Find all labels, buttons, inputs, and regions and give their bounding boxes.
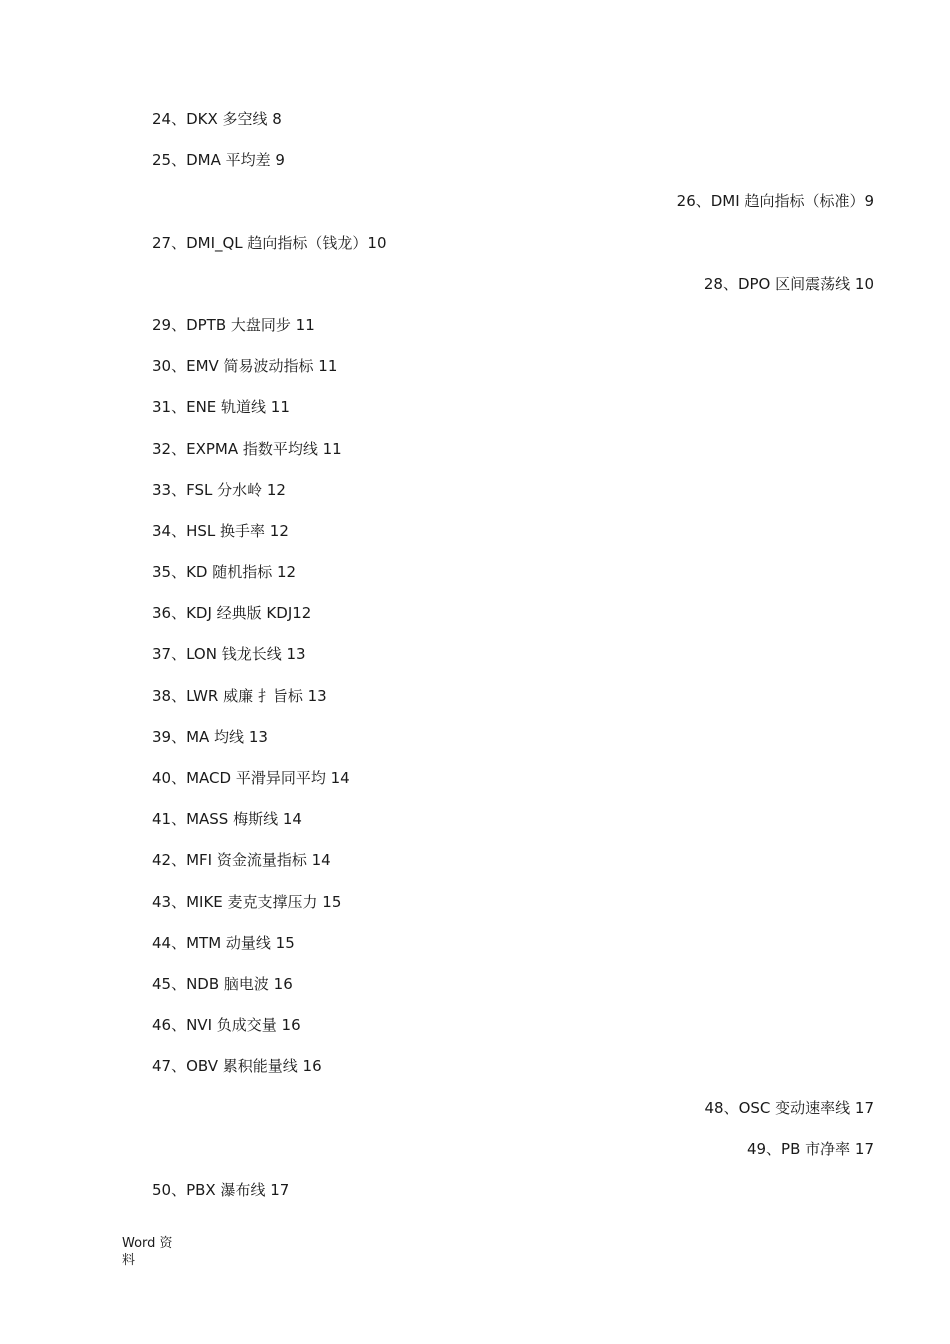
toc-entry[interactable]: 27、DMI_QL 趋向指标（钱龙）10 xyxy=(152,233,387,252)
toc-entry[interactable]: 28、DPO 区间震荡线 10 xyxy=(703,274,874,293)
toc-entry[interactable]: 42、MFI 资金流量指标 14 xyxy=(152,851,331,870)
toc-entry[interactable]: 31、ENE 轨道线 11 xyxy=(152,398,290,417)
table-of-contents xyxy=(0,104,950,1216)
toc-entry[interactable]: 24、DKX 多空线 8 xyxy=(152,110,282,128)
toc-entry[interactable]: 37、LON 钱龙长线 13 xyxy=(152,645,306,664)
footer-line-1: Word 资 xyxy=(122,1236,173,1251)
toc-entry[interactable]: 33、FSL 分水岭 12 xyxy=(152,480,286,499)
toc-entry[interactable]: 43、MIKE 麦克支撑压力 15 xyxy=(152,892,342,911)
toc-entry[interactable]: 25、DMA 平均差 9 xyxy=(152,151,285,170)
toc-entry[interactable]: 50、PBX 瀑布线 17 xyxy=(152,1180,290,1199)
toc-entry[interactable]: 41、MASS 梅斯线 14 xyxy=(152,810,302,829)
toc-entry[interactable]: 40、MACD 平滑异同平均 14 xyxy=(152,769,350,787)
toc-entry[interactable]: 49、PB 市净率 17 xyxy=(746,1139,874,1158)
toc-entry[interactable]: 29、DPTB 大盘同步 11 xyxy=(152,315,315,334)
toc-entry[interactable]: 46、NVI 负成交量 16 xyxy=(152,1016,301,1035)
toc-entry[interactable]: 26、DMI 趋向指标（标准）9 xyxy=(676,192,874,211)
toc-entry[interactable]: 34、HSL 换手率 12 xyxy=(152,521,289,540)
toc-entry[interactable]: 44、MTM 动量线 15 xyxy=(152,933,295,952)
footer-line-2: 料 xyxy=(122,1253,136,1268)
toc-entry[interactable]: 39、MA 均线 13 xyxy=(152,727,268,746)
toc-entry[interactable]: 35、KD 随机指标 12 xyxy=(152,563,297,582)
toc-entry[interactable]: 32、EXPMA 指数平均线 11 xyxy=(152,439,342,458)
toc-entry[interactable]: 38、LWR 威廉 扌旨标 13 xyxy=(152,686,327,705)
toc-entry[interactable]: 47、OBV 累积能量线 16 xyxy=(152,1057,322,1076)
page-footer xyxy=(122,1235,182,1269)
toc-entry[interactable]: 30、EMV 简易波动指标 11 xyxy=(152,357,338,376)
toc-entry[interactable]: 45、NDB 脑电波 16 xyxy=(152,974,293,993)
toc-entry[interactable]: 48、OSC 变动速率线 17 xyxy=(704,1098,874,1117)
toc-entry[interactable]: 36、KDJ 经典版 KDJ12 xyxy=(152,604,312,623)
